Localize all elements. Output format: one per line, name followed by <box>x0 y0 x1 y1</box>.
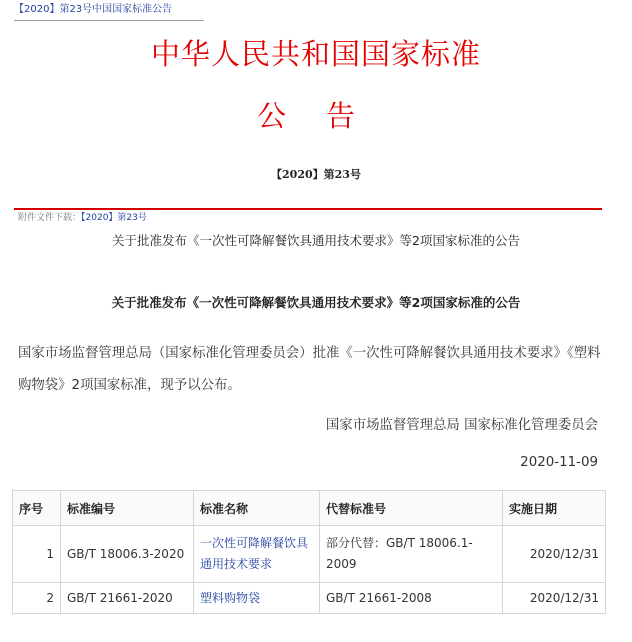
header-replaced-standard: 代替标准号 <box>320 491 503 526</box>
issue-date: 2020-11-09 <box>520 455 598 470</box>
document-subtitle: 公告 <box>256 99 395 133</box>
notice-heading: 关于批准发布《一次性可降解餐饮具通用技术要求》等2项国家标准的公告 <box>112 233 520 248</box>
attachment-line <box>18 210 147 223</box>
cell-effective-date: 2020/12/31 <box>503 526 606 583</box>
header-standard-name: 标准名称 <box>194 491 320 526</box>
breadcrumb-title[interactable]: 【2020】第23号中国国家标准公告 <box>14 0 204 21</box>
header-effective-date: 实施日期 <box>503 491 606 526</box>
header-index: 序号 <box>13 491 61 526</box>
cell-standard-number: GB/T 21661-2020 <box>61 583 194 614</box>
cell-standard-number: GB/T 18006.3-2020 <box>61 526 194 583</box>
document-number: 【2020】第23号 <box>271 168 361 181</box>
cell-index: 2 <box>13 583 61 614</box>
issuer-line: 国家市场监督管理总局 国家标准化管理委员会 <box>325 418 598 433</box>
table-header-row <box>13 491 606 526</box>
notice-paragraph: 国家市场监督管理总局（国家标准化管理委员会）批准《一次性可降解餐饮具通用技术要求》《塑料购物袋》2项国家标准，现予以公布。 <box>18 346 601 393</box>
standards-table <box>12 490 606 614</box>
cell-standard-name-link[interactable]: 一次性可降解餐饮具通用技术要求 <box>194 526 320 583</box>
notice-bold-heading: 关于批准发布《一次性可降解餐饮具通用技术要求》等2项国家标准的公告 <box>111 295 521 310</box>
attachment-label: 附件文件下载： <box>18 213 82 223</box>
document-title: 中华人民共和国国家标准 <box>150 37 481 71</box>
cell-index: 1 <box>13 526 61 583</box>
attachment-download-link[interactable]: 【2020】第23号 <box>81 213 147 223</box>
cell-effective-date: 2020/12/31 <box>503 583 606 614</box>
table-row <box>13 583 606 614</box>
header-standard-number: 标准编号 <box>61 491 194 526</box>
cell-replaced-standard: 部分代替：GB/T 18006.1-2009 <box>320 526 503 583</box>
cell-replaced-standard: GB/T 21661-2008 <box>320 583 503 614</box>
cell-standard-name-link[interactable]: 塑料购物袋 <box>194 583 320 614</box>
table-row <box>13 526 606 583</box>
